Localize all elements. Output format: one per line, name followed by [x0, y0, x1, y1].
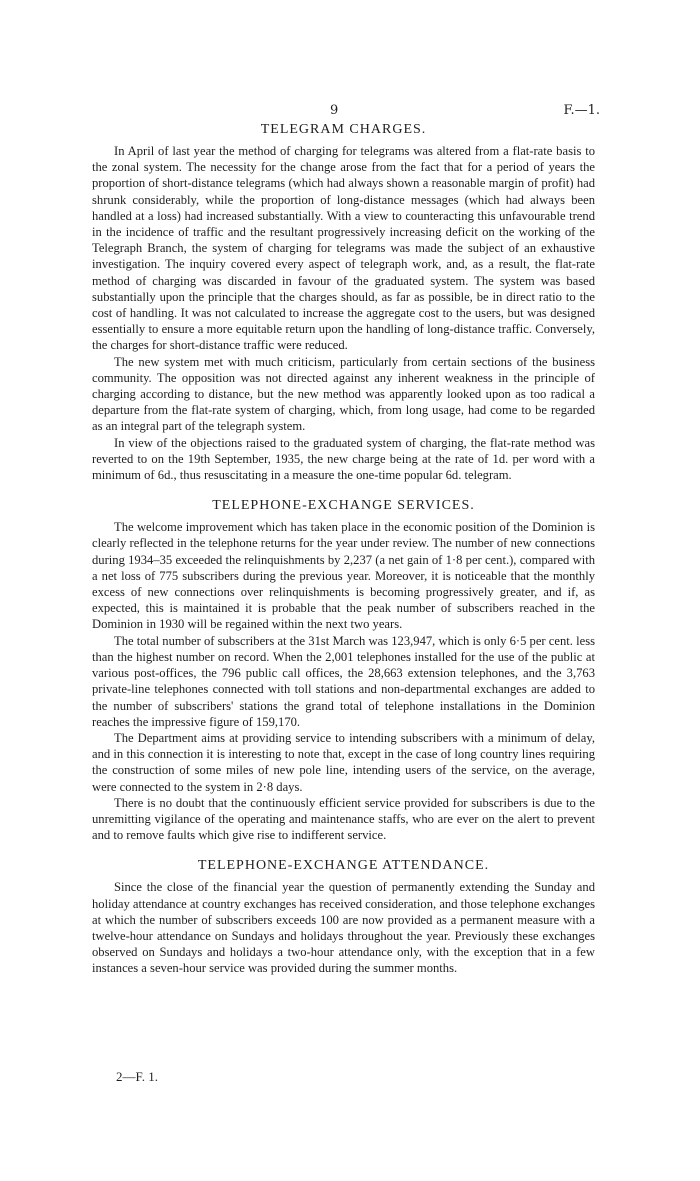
section-heading: TELEPHONE-EXCHANGE ATTENDANCE.	[197, 858, 490, 874]
body-column	[92, 122, 595, 977]
paragraph: The total number of subscribers at the 31st March was 123,947, which is only 6·5 per cent. less than the highest number on record. When the 2,001 telephones installed for the use of the public at various post-offices, the 796 public call offices, the 28,663 extension telephones, and the 3,763 private-line telephones connected with toll stations and non-departmental exchanges are added to the number of subscribers' stations the grand total of telephone installations in the Dominion reaches the impressive figure of 159,170.	[92, 633, 595, 729]
section-telephone-exchange-attendance	[92, 858, 595, 976]
signature-mark: 2—F. 1.	[116, 1069, 158, 1084]
section-telegram-charges	[92, 122, 595, 483]
paragraph: Since the close of the financial year the question of permanently extending the Sunday and holiday attendance at country exchanges has received consideration, and those telephone exchanges at which the number of subscribers exceeds 100 are now provided as a permanent measure with a twelve-hour attendance on Sundays and holidays throughout the year. Previously these exchanges observed on Sundays and holidays a two-hour attendance only, with the exception that in a few instances a seven-hour service was provided during the summer months.	[92, 880, 595, 976]
paragraph: The welcome improvement which has taken place in the economic position of the Dominion is clearly reflected in the telephone returns for the year under review. The number of new connections during 1934–35 exceeded the relinquishments by 2,237 (a net gain of 1·8 per cent.), compared with a net loss of 775 subscribers during the previous year. Moreover, it is noticeable that the monthly excess of new connections over relinquishments is becoming progressively greater, and if, as expected, this is maintained it is probable that the peak number of subscribers reached in the Dominion in 1930 will be regained within the next two years.	[92, 520, 595, 632]
paragraph: The Department aims at providing service to intending subscribers with a minimum of delay, and in this connection it is interesting to note that, except in the case of long country lines requiring the construction of some miles of new pole line, intending users of the service, on the average, were connected to the system in 2·8 days.	[92, 730, 595, 794]
section-telephone-exchange-services	[92, 498, 595, 843]
paragraph: There is no doubt that the continuously efficient service provided for subscribers is due to the unremitting vigilance of the operating and maintenance staffs, who are ever on the alert to prevent and to remove faults which give rise to indifferent service.	[92, 795, 595, 843]
paragraph: The new system met with much criticism, particularly from certain sections of the business community. The opposition was not directed against any inherent weakness in the principle of charging according to distance, but the new method was apparently looked upon as too radical a departure from the flat-rate system of charging, which, from long usage, had come to be regarded as an integral part of the telegraph system.	[92, 354, 595, 434]
paragraph: In April of last year the method of charging for telegrams was altered from a flat-rate basis to the zonal system. The necessity for the change arose from the fact that for a period of years the proportion of short-distance telegrams (which had always shown a reasonable margin of profit) had shrunk considerably, while the proportion of long-distance messages (which had always been handled at a loss) had increased substantially. With a view to counteracting this unfavourable trend in the incidence of traffic and the resultant progressively increasing deficit on the working of the Telegraph Branch, the system of charging for telegrams was made the subject of an exhaustive investigation. The inquiry covered every aspect of telegraph work, and, as a result, the flat-rate method of charging was discarded in favour of the graduated system. The system was based substantially upon the principle that the charges should, as far as possible, be in direct ratio to the cost of handling. It was not calculated to increase the aggregate cost to the users, but was designed essentially to ensure a more equitable return upon the handling of long-distance traffic. Conversely, the charges for short-distance traffic were reduced.	[92, 144, 595, 353]
page-number: 9	[330, 103, 339, 118]
section-heading: TELEGRAM CHARGES.	[260, 122, 427, 137]
paragraph: In view of the objections raised to the graduated system of charging, the flat-rate method was reverted to on the 19th September, 1935, the new charge being at the rate of 1d. per word with a minimum of 6d., thus resuscitating in a measure the one-time popular 6d. telegram.	[92, 435, 595, 483]
document-reference: F.—1.	[563, 103, 600, 118]
section-heading: TELEPHONE-EXCHANGE SERVICES.	[212, 498, 475, 514]
